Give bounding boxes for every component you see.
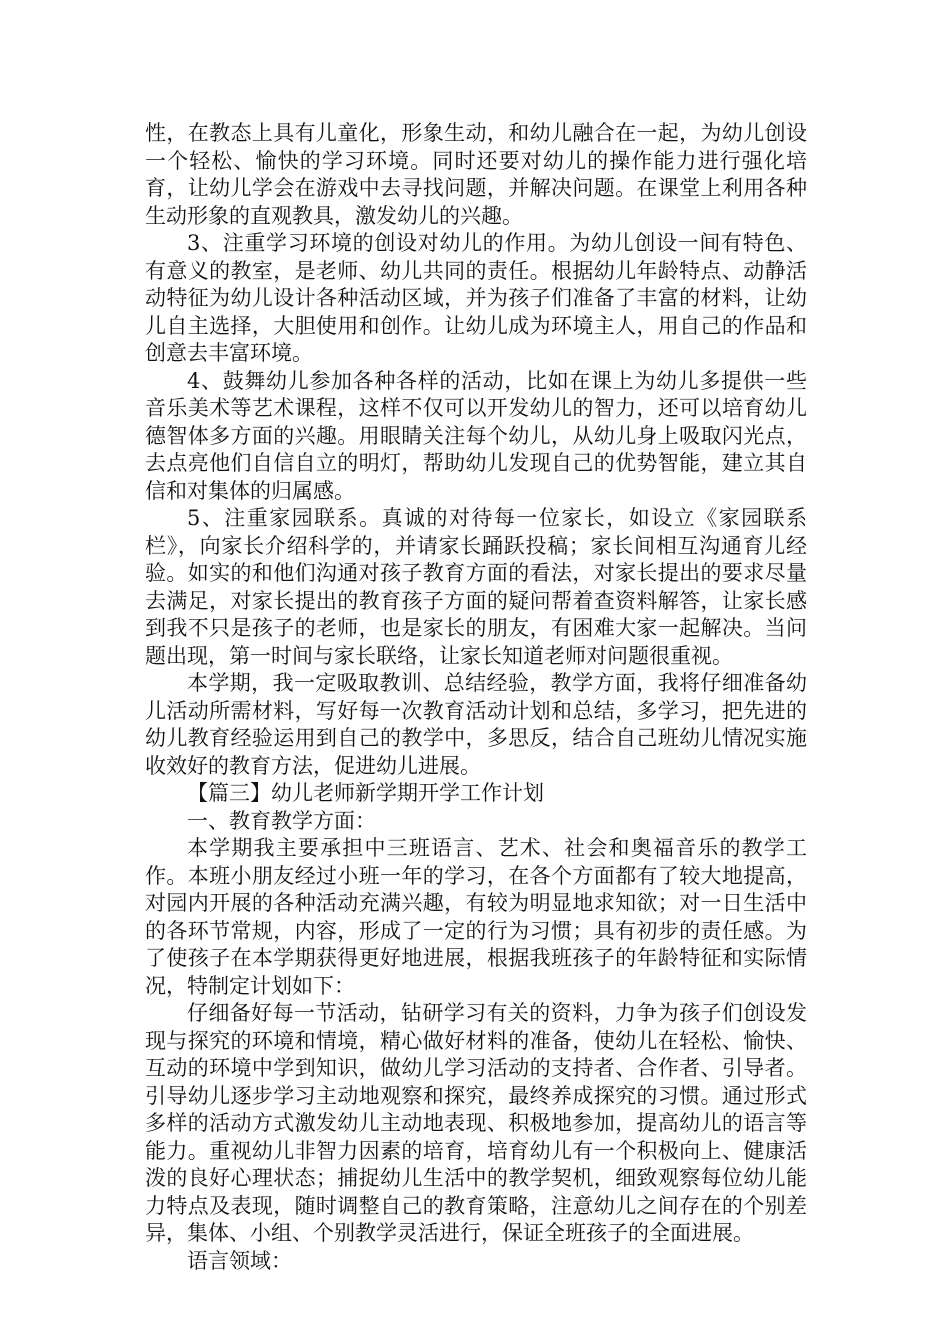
paragraph: 本学期我主要承担中三班语言、艺术、社会和奥福音乐的教学工作。本班小朋友经过小班一年的学习，在各个方面都有了较大地提高，对园内开展的各种活动充满兴趣，有较为明显地求知欲；对一日生活中的各环节常规，内容，形成了一定的行为习惯；具有初步的责任感。为了使孩子在本学期获得更好地进展，根据我班孩子的年龄特征和实际情况，特制定计划如下： [145,836,807,998]
paragraph: 仔细备好每一节活动，钻研学习有关的资料，力争为孩子们创设发现与探究的环境和情境，精心做好材料的准备，使幼儿在轻松、愉快、互动的环境中学到知识，做幼儿学习活动的支持者、合作者、引导者。引导幼儿逐步学习主动地观察和探究，最终养成探究的习惯。通过形式多样的活动方式激发幼儿主动地表现、积极地参加，提高幼儿的语言等能力。重视幼儿非智力因素的培育，培育幼儿有一个积极向上、健康活泼的良好心理状态；捕捉幼儿生活中的教学契机，细致观察每位幼儿能力特点及表现，随时调整自己的教育策略，注意幼儿之间存在的个别差异，集体、小组、个别教学灵活进行，保证全班孩子的全面进展。 [145,1001,807,1245]
subsection-heading: 一、教育教学方面： [187,808,376,833]
subsection-heading: 语言领域： [187,1248,292,1273]
document-page [145,120,807,1275]
paragraph: 本学期，我一定吸取教训、总结经验，教学方面，我将仔细准备幼儿活动所需材料，写好每一次教育活动计划和总结，多学习，把先进的幼儿教育经验运用到自己的教学中，多思反，结合自己班幼儿情况实施收效好的教育方法，促进幼儿进展。 [145,671,807,778]
paragraph: 5、注重家园联系。真诚的对待每一位家长，如设立《家园联系栏》，向家长介绍科学的，并请家长踊跃投稿；家长间相互沟通育儿经验。如实的和他们沟通对孩子教育方面的看法，对家长提出的要求尽量去满足，对家长提出的教育孩子方面的疑问帮着查资料解答，让家长感到我不只是孩子的老师，也是家长的朋友，有困难大家一起解决。当问题出现，第一时间与家长联络，让家长知道老师对问题很重视。 [145,506,807,668]
section-heading: 【篇三】幼儿老师新学期开学工作计划 [187,781,544,805]
paragraph: 3、注重学习环境的创设对幼儿的作用。为幼儿创设一间有特色、有意义的教室，是老师、幼儿共同的责任。根据幼儿年龄特点、动静活动特征为幼儿设计各种活动区域，并为孩子们准备了丰富的材料，让幼儿自主选择，大胆使用和创作。让幼儿成为环境主人，用自己的作品和创意去丰富环境。 [145,231,807,365]
paragraph: 4、鼓舞幼儿参加各种各样的活动，比如在课上为幼儿多提供一些音乐美术等艺术课程，这样不仅可以开发幼儿的智力，还可以培育幼儿德智体多方面的兴趣。用眼睛关注每个幼儿，从幼儿身上吸取闪光点，去点亮他们自信自立的明灯，帮助幼儿发现自己的优势智能，建立其自信和对集体的归属感。 [145,368,807,503]
paragraph: 性，在教态上具有儿童化，形象生动，和幼儿融合在一起，为幼儿创设一个轻松、愉快的学习环境。同时还要对幼儿的操作能力进行强化培育，让幼儿学会在游戏中去寻找问题，并解决问题。在课堂上利用各种生动形象的直观教具，激发幼儿的兴趣。 [145,121,807,228]
